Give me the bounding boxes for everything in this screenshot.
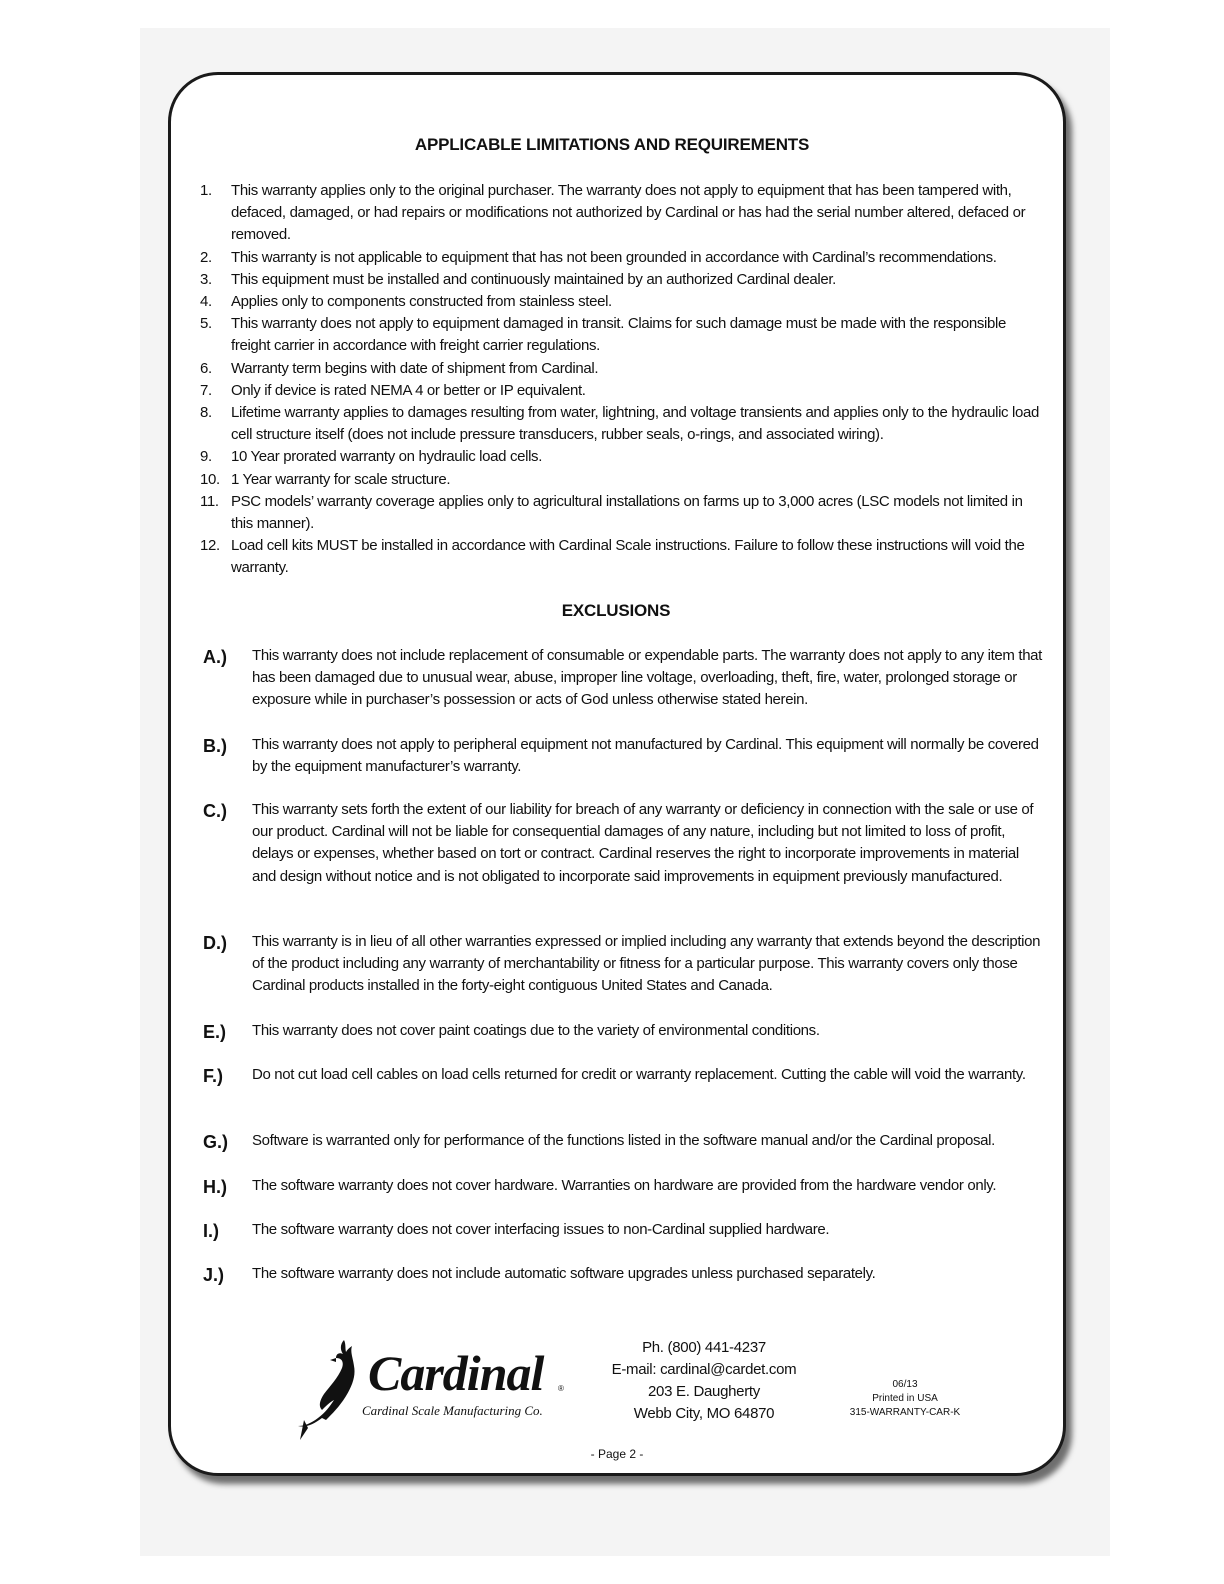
exclusion-item: E.) This warranty does not cover paint coatings due to the variety of environmental conditions.: [203, 1022, 820, 1042]
exclusion-item: I.) The software warranty does not cover interfacing issues to non-Cardinal supplied hardware.: [203, 1221, 830, 1241]
print-info: [835, 1378, 975, 1420]
limitation-item: 4. Applies only to components constructed from stainless steel.: [200, 293, 612, 311]
exclusion-item: D.) This warranty is in lieu of all other warranties expressed or implied including any warranty that extends beyond the description of the product including any warranty of merchantability or fitness for a particular purpose. This warranty covers only those Cardinal products installed in the forty-eight contiguous United States and Canada.: [203, 933, 1041, 995]
exclusion-item: J.) The software warranty does not include automatic software upgrades unless purchased separately.: [203, 1265, 876, 1285]
exclusion-item: G.) Software is warranted only for performance of the functions listed in the software manual and/or the Cardinal proposal.: [203, 1132, 995, 1152]
email: E-mail: cardinal@cardet.com: [611, 1361, 797, 1378]
page-number: - Page 2 -: [590, 1447, 644, 1461]
registered-mark: ®: [558, 1384, 564, 1393]
address-line-1: 203 E. Daugherty: [648, 1383, 760, 1400]
limitation-item: 12. Load cell kits MUST be installed in accordance with Cardinal Scale instructions. Failure to follow these instructions will void the warranty.: [200, 537, 1025, 577]
limitation-item: 11. PSC models’ warranty coverage applies only to agricultural installations on farms up to 3,000 acres (LSC models not limited in this manner).: [200, 492, 1023, 533]
logo-wordmark: Cardinal: [368, 1345, 544, 1401]
limitation-item: 8. Lifetime warranty applies to damages resulting from water, lightning, and voltage transients and applies only to the hydraulic load cell structure itself (does not include pressure transducers, rubber seals, o-rings, and associated wiring).: [200, 404, 1039, 444]
limitation-item: 6. Warranty term begins with date of shipment from Cardinal.: [200, 359, 599, 377]
phone: Ph. (800) 441-4237: [642, 1339, 766, 1356]
limitations-list: [200, 180, 1040, 580]
logo-company-name: Cardinal Scale Manufacturing Co.: [362, 1403, 543, 1418]
exclusion-item: F.) Do not cut load cell cables on load cells returned for credit or warranty replacement. Cutting the cable will void the warranty.: [203, 1066, 1026, 1086]
exclusion-item: B.) This warranty does not apply to peripheral equipment not manufactured by Cardinal. This equipment will normally be covered by the equipment manufacturer’s warranty.: [203, 736, 1039, 776]
contact-block: [604, 1337, 804, 1425]
exclusion-item: C.) This warranty sets forth the extent of our liability for breach of any warranty or deficiency in connection with the sale or use of our product. Cardinal will not be liable for consequential damages of any nature, including but not limited to loss of profit, delays or expenses, whether based on tort or contract. Cardinal reserves the right to incorporate improvements in material and design without notice and is not obligated to incorporate said improvements in equipment previously manufactured.: [203, 801, 1034, 885]
exclusion-item: A.) This warranty does not include replacement of consumable or expendable parts. The warranty does not apply to any item that has been damaged due to unusual wear, abuse, improper line voltage, overloading, theft, fire, water, prolonged storage or exposure while in purchaser’s possession or acts of God unless otherwise stated herein.: [203, 647, 1042, 709]
limitation-item: 2. This warranty is not applicable to equipment that has not been grounded in accordance with Cardinal’s recommendations.: [200, 248, 997, 266]
limitation-item: 1. This warranty applies only to the original purchaser. The warranty does not apply to equipment that has been tampered with, defaced, damaged, or had repairs or modifications not authorized by Cardinal or has had the serial number altered, defaced or removed.: [200, 182, 1026, 244]
limitation-item: 5. This warranty does not apply to equipment damaged in transit. Claims for such damage must be made with the responsible freight carrier in accordance with freight carrier regulations.: [200, 315, 1006, 355]
limitation-item: 10. 1 Year warranty for scale structure.: [200, 470, 451, 488]
cardinal-logo: [296, 1336, 576, 1440]
printed-in: Printed in USA: [872, 1393, 938, 1404]
limitations-heading: APPLICABLE LIMITATIONS AND REQUIREMENTS: [414, 135, 810, 154]
print-date: 06/13: [892, 1379, 918, 1390]
limitation-item: 9. 10 Year prorated warranty on hydraulic load cells.: [200, 448, 543, 466]
limitation-item: 3. This equipment must be installed and continuously maintained by an authorized Cardinal dealer.: [200, 270, 836, 288]
address-line-2: Webb City, MO 64870: [633, 1405, 775, 1422]
exclusions-heading: EXCLUSIONS: [561, 601, 671, 620]
limitation-item: 7. Only if device is rated NEMA 4 or better or IP equivalent.: [200, 381, 586, 399]
exclusion-item: H.) The software warranty does not cover hardware. Warranties on hardware are provided from the hardware vendor only.: [203, 1177, 997, 1197]
document-code: 315-WARRANTY-CAR-K: [849, 1407, 961, 1418]
